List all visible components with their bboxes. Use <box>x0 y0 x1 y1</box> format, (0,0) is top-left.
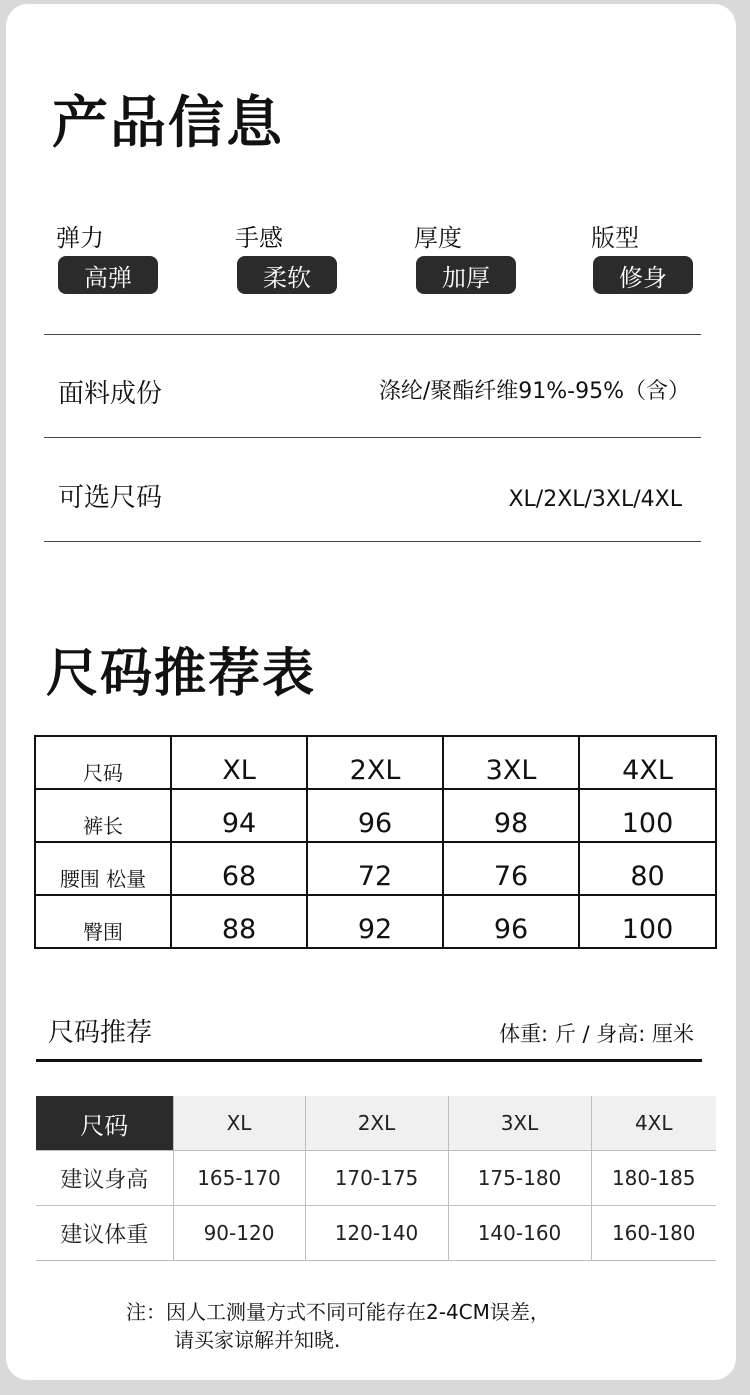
size-chart-table <box>34 735 717 949</box>
attr-value-fit: 修身 <box>593 256 693 294</box>
size-chart-row <box>35 789 716 842</box>
recommend-cell: 建议体重 <box>36 1206 173 1261</box>
note-line: 请买家谅解并知晓. <box>174 1328 341 1352</box>
recommend-cell: 建议身高 <box>36 1151 173 1206</box>
recommend-title: 尺码推荐 <box>48 1018 153 1048</box>
note-line: 注：因人工测量方式不同可能存在2-4CM误差， <box>126 1300 550 1324</box>
size-chart-cell: 68 <box>171 842 307 895</box>
size-chart-cell: 80 <box>579 842 716 895</box>
size-chart-cell: 腰围 松量 <box>35 842 171 895</box>
size-chart-cell: 臀围 <box>35 895 171 948</box>
recommend-table <box>36 1096 716 1261</box>
fabric-label: 面料成份 <box>58 379 163 409</box>
recommend-cell: 160-180 <box>591 1206 716 1261</box>
recommend-cell: 尺码 <box>36 1096 173 1151</box>
divider <box>44 437 701 438</box>
recommend-cell: 175-180 <box>448 1151 591 1206</box>
measurement-note <box>126 1298 646 1354</box>
divider <box>44 541 701 542</box>
fabric-value: 涤纶/聚酯纤维91%-95%（含） <box>378 379 690 404</box>
attr-label-thickness: 厚度 <box>414 224 462 252</box>
attr-value-elasticity: 高弹 <box>58 256 158 294</box>
recommend-cell: XL <box>173 1096 305 1151</box>
recommend-cell: 90-120 <box>173 1206 305 1261</box>
size-chart-cell: 裤长 <box>35 789 171 842</box>
size-chart-cell: 100 <box>579 789 716 842</box>
size-chart-header-row <box>35 736 716 789</box>
recommend-cell: 165-170 <box>173 1151 305 1206</box>
size-chart-cell: XL <box>171 736 307 789</box>
recommend-row <box>36 1151 716 1206</box>
size-chart-cell: 94 <box>171 789 307 842</box>
size-chart-cell: 96 <box>443 895 579 948</box>
attr-label-fit: 版型 <box>591 224 639 252</box>
divider <box>36 1059 702 1062</box>
recommend-header-row <box>36 1096 716 1151</box>
size-chart-cell: 88 <box>171 895 307 948</box>
attr-label-feel: 手感 <box>235 224 283 252</box>
attr-value-feel: 柔软 <box>237 256 337 294</box>
size-chart-cell: 4XL <box>579 736 716 789</box>
attr-label-elasticity: 弹力 <box>56 224 104 252</box>
recommend-unit: 体重: 斤 / 身高: 厘米 <box>499 1022 694 1046</box>
recommend-cell: 4XL <box>591 1096 716 1151</box>
product-detail-page <box>6 4 736 1380</box>
recommend-cell: 140-160 <box>448 1206 591 1261</box>
size-chart-cell: 尺码 <box>35 736 171 789</box>
divider <box>44 334 701 335</box>
size-chart-cell: 96 <box>307 789 443 842</box>
recommend-cell: 170-175 <box>305 1151 448 1206</box>
size-chart-cell: 3XL <box>443 736 579 789</box>
sizes-value: XL/2XL/3XL/4XL <box>508 487 682 512</box>
product-info-title: 产品信息 <box>52 91 284 156</box>
size-chart-row <box>35 895 716 948</box>
sizes-label: 可选尺码 <box>58 483 163 513</box>
recommend-cell: 180-185 <box>591 1151 716 1206</box>
size-chart-cell: 76 <box>443 842 579 895</box>
size-chart-cell: 100 <box>579 895 716 948</box>
size-chart-cell: 72 <box>307 842 443 895</box>
recommend-row <box>36 1206 716 1261</box>
recommend-cell: 3XL <box>448 1096 591 1151</box>
size-chart-cell: 98 <box>443 789 579 842</box>
size-chart-title: 尺码推荐表 <box>46 644 317 704</box>
recommend-cell: 120-140 <box>305 1206 448 1261</box>
size-chart-cell: 92 <box>307 895 443 948</box>
size-chart-row <box>35 842 716 895</box>
attr-value-thickness: 加厚 <box>416 256 516 294</box>
size-chart-cell: 2XL <box>307 736 443 789</box>
recommend-cell: 2XL <box>305 1096 448 1151</box>
